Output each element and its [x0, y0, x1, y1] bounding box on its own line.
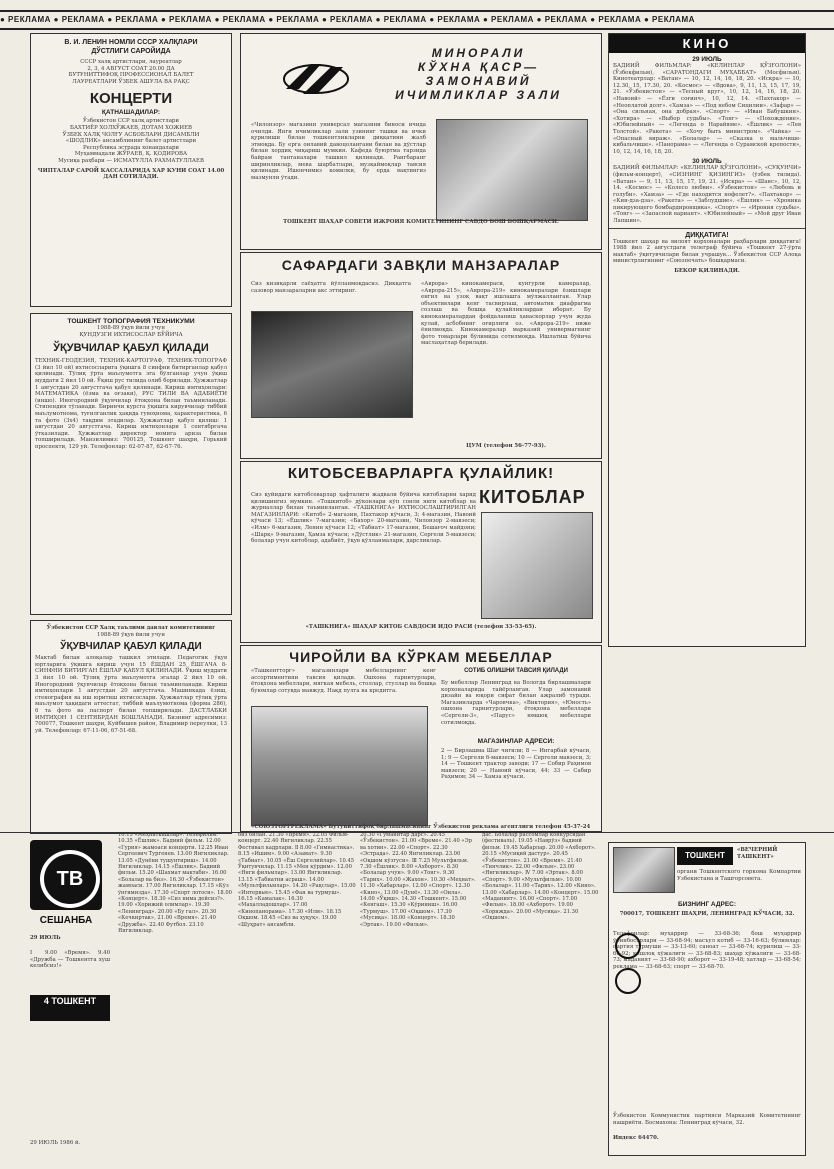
- concert-title: КОНЦЕРТИ: [89, 90, 173, 108]
- phone-icon-2: [615, 968, 641, 994]
- kino-header: КИНО: [609, 34, 805, 53]
- kino-date-1: 29 ИЮЛЬ: [692, 56, 722, 63]
- concert-header-1: В. И. ЛЕНИН НОМЛИ СССР ХАЛҚЛАРИ: [64, 39, 198, 46]
- address-label: БИЗНИНГ АДРЕС:: [677, 901, 737, 908]
- tv-program-col-3: 20.30 «Гуманитар дарс». 20.45 «Ўзбекистон». 21.00 «Време». 21.40 «Эр ва хотин». 22.00 «Спорт». 22.30 «Эстрада». 22.40 Янгиликлар. 23.00 «Оқшом кўзгуси». Ⅲ 7.25 Мультфильм. 7.30 «Ёшлик». 8.00 «Ахборот». 8.30 «Болалар учун». 9.00 «Тонг». 9.30 «Тарих». 10.00 «Жахон». 10.30 «Меҳнат». 11.30 «Хабарлар». 12.00 «Спорт». 12.30 «Кино». 13.00 «Дунё». 13.30 «Оила». 14.00 «Ўқиш». 14.30 «Тошкент». 15.00 «Кенгаш». 15.30 «Кўриниш». 16.00 «Турмуш». 17.00 «Оқшом». 17.30 «Мусиқа». 18.00 «Концерт». 18.30 «Эртак». 19.00 «Фильм».: [360, 832, 476, 928]
- minoral-sign: ТОШКЕНТ ШАҲАР СОВЕТИ ИЖРОИЯ КОМИТЕТИНИНГ САВДО БОШ БОШҚАРМАСИ.: [283, 219, 559, 225]
- kino-notice-title: ДИҚҚАТИГА!: [685, 231, 729, 239]
- masthead-tagline: «ВЕЧЕРНИЙ ТАШКЕНТ»: [737, 847, 778, 860]
- minoral-title-3: ЗАМОНАВИЙ: [425, 74, 532, 88]
- books-ad: КИТОБСЕВАРЛАРГА ҚУЛАЙЛИК! КИТОБЛАР Сиз қуйидаги китобсеварлар ҳафталиги жадвали бўйича китобларни харид қилишингиз мумкин. «Тошкитоб» дўконлари кўп сонли янги китоблар ва журналлар билан таъминланган. «ТАШКНИГА» ИХТИСОСЛАШТИРИЛГАН МАГАЗИНЛАРИ: «Китоб» 2-магазин, Пахтакор кўчаси, 3; 4-магазин, Навоий кўчаси 13; «Ёшлик» 7-магазин; «Бахор» 20-магазин, Чилонзор 2-мавзеси; «Илм» 6-магазин, Ленин кўчаси 12; «Табиат» 17-магазин, Бешағоч майдони; «Шарқ» 9-магазин, Ҳамза кўчаси; «Дўстлик» 21-магазин, Сергели 5-мавзеси; болалар учун китоблар, адабиёт, ўқув қўлланмалари, дарсликлар. «ТАШКНИГА» ШАҲАР КИТОБ САВДОСИ ИДО РАСИ (телефон 33-53-65).: [240, 461, 602, 643]
- camera-footer: ЦУМ (телефон 56-77-93).: [466, 443, 546, 449]
- camera-ad: САФАРДАГИ ЗАВҚЛИ МАНЗАРАЛАР Сиз кизиқарли саёҳатга йўлланмоқдасиз. Дикқатга сазовор манзараларни акс эттиринг. «Аврора» кинокамераси, кунгурли камералар, «Аврора-215», «Аврора-219» кинокамералари ёзишлари енгил ва узоқ вақт ишлашга мўлжалланган. Улар объективлари кенг тасвирлаш, автоматик диафрагма созлаш ва бошқа қулайликлардан иборат. Бу кинокамералардан фойдаланиш ҳаваскорлар учун жуда қулай, асбобнинг оғирлиги оз. «Аврора-219» ниже ёнилмоқда. Кинокамералар марказий универмагнинг фото товарлари бўлимида сотилмоқда. Ишлатиш бўйича маслаҳатлар берилади. ЦУМ (телефон 56-77-93).: [240, 252, 602, 459]
- tv-footer-date: 29 ИЮЛЬ 1986 й.: [30, 1140, 81, 1146]
- divider: [0, 832, 834, 833]
- tv-program-col-1: 10.15 «Меҳнаткашлар». Телефильм. 10.35 «Ёшлик». Бадиий фильм. 12.00 «Гурия» жамоаси концерти. 12.25 Иван Сергеевич Тургенев. 13.00 Янгиликлар. 13.05 «Дунёни тушунтириш». 14.00 Янгиликлар. 14.15 «Ёшлик». Бадиий фильм. 15.20 «Шахмат мактаби». 16.00 «Болалар ва биз». 16.30 «Ўзбекистон» жамоаси. 17.00 Янгиликлар. 17.15 «Кўз ўнгимизда». 17.30 «Спорт лотоси». 18.00 «Концерт». 18.30 «Сиз нима дейсиз?». 19.00 «Хорижий олимлар». 19.30 «Ленинград». 20.00 «Бу гал». 20.30 «Кечкиртак», 21.00 «Время». 21.40 «Дружба». 22.40 Футбол. 23.10 Янгиликлар.: [118, 832, 232, 935]
- concert-footer: ЧИПТАЛАР САРОЙ КАССАЛАРИДА ХАР КУНИ СОАТ 14.00 ДАН СОТИЛАДИ.: [37, 167, 225, 181]
- books-title: КИТОБСЕВАРЛАРГА ҚУЛАЙЛИК!: [287, 465, 555, 482]
- index-text: Индекс 64470.: [613, 1135, 659, 1141]
- kino-notice-text: БЕКОР ҚИЛИНАДИ.: [674, 268, 740, 275]
- phone-icon: [615, 933, 641, 959]
- minoral-title-4: ИЧИМЛИКЛАР ЗАЛИ: [395, 88, 562, 102]
- tv-program-col-4: дас. Болалар рассомлар конкурсидан (фестиваль). 19.05 «Наврўз» бадиий фильм. 19.45 Хабарлар. 20.00 «Ахборот». 20.15 «Мусиқий дастур». 20.45 «Ўзбекистон». 21.00 «Время». 21.40 «Тинчлик». 22.00 «Фильм». 23.00 «Янгиликлар». Ⅳ 7.00 «Эртак». 8.00 «Спорт». 9.00 «Мультфильм». 10.00 «Болалар». 11.00 «Тарих». 12.00 «Кино». 13.00 «Хабарлар». 14.00 «Концерт». 15.00 «Маданият». 16.00 «Спорт». 17.00 «Фильм». 18.00 «Ахборот». 19.00 «Хорижда». 20.00 «Мусиқа». 21.30 «Оқшом».: [482, 832, 599, 922]
- furniture-subtitle: СОТИБ ОЛИШНИ ТАВСИЯ ҚИЛАДИ: [464, 668, 568, 674]
- furniture-agency: Бутуниттифоқ бирлашмасининг Ўзбекистон реклама агентлиги телефон 45-37-24: [328, 824, 591, 830]
- minoral-ad: МИНОРАЛИ КЎХНА ҚАСР— ЗАМОНАВИЙ ИЧИМЛИКЛАР ЗАЛИ «Чилонзор» магазини универсал магазини биноси ичида очилди. Янги ичимликлар зали узининг ташқи ва ички қурилиши билан тошкентликларни диққатини жалб этмоқда. Бу ерга оилавий давоцолангани билан ва дўстлар билан хордиқ чиқариш мумкин. Кафеда буюртма тарзида байрам тантаналари ташкил қилинади. Рангбаранг ширинликлар, мева шарбатлари, музқаймоқлар тавсия қилинади. Ишончимиз комилки, бу ерда вақтингиз мазмунли ўтади. ТОШКЕНТ ШАҲАР СОВЕТИ ИЖРОИЯ КОМИТЕТИНИНГ САВДО БОШ БОШҚАРМАСИ.: [240, 33, 602, 250]
- kino-date-2: 30 ИЮЛЬ: [692, 158, 722, 166]
- ticker-strip: [0, 10, 834, 30]
- masthead-brand: ТОШКЕНТ: [677, 847, 733, 865]
- tv-logo-icon: ТВ: [40, 850, 100, 908]
- furniture-addresses-title: МАГАЗИНЛАР АДРЕСИ:: [477, 738, 555, 745]
- school-header: Ўзбекистон ССР Халқ таълими давлат комитетининг: [46, 625, 216, 631]
- topography-ad: ТОШКЕНТ ТОПОГРАФИЯ ТЕХНИКУМИ 1988-89 ўқув йили учун ҚУНДУЗГИ ИХТИСОСЛАР БЎЙИЧА ЎҚУВЧИЛАР ҚАБУЛ ҚИЛАДИ ТЕХНИК-ГЕОДЕЗИЯ, ТЕХНИК-КАРТОГРАФ, ТЕХНИК-ТОПОГРАФ (3 йил 10 ой) ихтисосларига ўқишга 8 синфни битирганлар қабул қилинади. Тўлиқ ўрта маълумотга эга бўлганлар учун ўқиш муддати 2 йил 10 ой. Ўқиш рус тилида олиб борилади. Ҳужжатлар 1 августдан 20 августгача қабул қилинади. Кириш имтиҳонлари: МАТЕМАТИКА (ёзма ва оғзаки), РУС ТИЛИ ВА АДАБИЁТИ (иншо). Иногородний ўқувчилар ётоқхона билан таъминланади. Стипендия тўланади. Биринчи курсга ўқишга кирувчилар тиббий маълумотнома, туғилганлик ҳақида гувоҳнома, характеристика, 6 та фото (3x4) тақдим этадилар. Ҳужжатлар қабул қилиш: 1 августдан 20 августгача. Кириш имтиҳонлари 1 сентябргача ўтказилади. Ҳужжатлар директор номига ариза билан топширилади. Манзилимиз: 700125, Тошкент шаҳри, Горький проспекти, 129 уй. Телефонлар: 62-07-87, 62-67-76.: [30, 313, 232, 615]
- masthead-box: ТОШКЕНТ «ВЕЧЕРНИЙ ТАШКЕНТ» органи Тошкентского горкома Компартии Узбекистана и Ташгорсовета. БИЗНИНГ АДРЕС: 700017, ТОШКЕНТ ШАҲРИ, ЛЕНИНГРАД КЎЧАСИ, 32. Телефонлар: муҳаррир — 33-68-36; бош муҳаррир ўринбосарлари — 33-68-94; масъул котиб — 33-16-63; бўлимлар: партия турмуши — 33-13-60; саноат — 33-68-74; қурилиш — 33-68-92; қишлоқ хўжалиги — 33-68-83; шаҳар хўжалиги — 33-68-73; маданият — 33-68-90; ахборот — 33-19-48; хатлар — 33-68-54; реклама — 33-68-63; спорт — 33-68-70. Ўзбекистон Коммунистик партияси Марказий Комитетининг нашриёти. Босмахона: Ленинград кўчаси, 32. Индекс 64470.: [608, 842, 806, 1156]
- books-big-word: КИТОБЛАР: [479, 487, 586, 507]
- furniture-title: ЧИРОЙЛИ ВА КЎРКАМ МЕБЕЛЛАР: [289, 649, 553, 665]
- tv-date: 29 ИЮЛЬ: [30, 935, 61, 941]
- address-text: 700017, ТОШКЕНТ ШАҲРИ, ЛЕНИНГРАД КЎЧАСИ, 32.: [619, 911, 795, 917]
- tv-program-col-2: биз билан. 21.30 «Время». 22.05 Фильм-концерт. 22.40 Янгиликлар. 22.55 Фестивал кадрлари. Ⅱ 8.00 «Гимнастика». 8.15 «Ишим». 9.00 «Азамат». 9.30 «Табиат». 10.05 «Ёш Сергелийлар». 10.45 Ўқитувчилар. 11.15 «Мен кўрдим». 12.00 «Янги фильмлар». 13.00 Янгиликлар. 13.15 «Табиатни асраш». 14.00 «Мультфильмлар». 14.20 «Рақслар». 15.00 «Интервью». 15.45 «Фан ва турмуш». 16.15 «Камалак». 16.30 «Маҳалладошлар». 17.00 «Кинопанорама». 17.30 «Илм». 18.15 Оқшом. 18.45 «Сиз ва ҳуқуқ». 19.00 «Шуҳрат» ансамбли.: [238, 832, 356, 928]
- topo-title: ЎҚУВЧИЛАР ҚАБУЛ ҚИЛАДИ: [53, 342, 209, 355]
- children-photo: [436, 119, 588, 221]
- minoral-title-1: МИНОРАЛИ: [431, 46, 526, 60]
- minoral-title-2: КЎХНА ҚАСР—: [417, 60, 540, 74]
- tv-day: СЕШАНБА: [39, 915, 93, 926]
- concert-header-2: ДЎСТЛИГИ САРОЙИДА: [91, 48, 171, 55]
- furniture-brand: «СОЮЗТОРГРЕКЛАМА»: [251, 824, 327, 830]
- newspaper-page: ● РЕКЛАМА ● РЕКЛАМА ● РЕКЛАМА ● РЕКЛАМА ● РЕКЛАМА ● РЕКЛАМА ● РЕКЛАМА ● РЕКЛАМА ● РЕКЛАМА ● РЕКЛАМА ● РЕКЛАМА ● РЕКЛАМА ● РЕКЛАМА В. И. ЛЕНИН НОМЛИ СССР ХАЛҚЛАРИ ДЎСТЛИГИ САРОЙИДА СССР халқ артистлари, лауреатлар 2, 3, 4 АВГУСТ СОАТ 20.00 ДА БУТУНИТТИФОҚ ПРОФЕССИОНАЛ БАЛЕТ ЛАУРЕАТЛАРИ ЎЗБЕК АШУЛА ВА РАҚС КОНЦЕРТИ ҚАТНАШАДИЛАР: Ўзбекистон ССР халқ артистлари БАХТИЁР ХОЛХЎЖАЕВ, ДОТАМ ХОЖИЕВ ЎЗБЕК ХАЛҚ ЧОЛҒУ АСБОБЛАРИ ДИСАМБЛИ «ШОДЛИК» ансамблининг балет артистлари Республика эстрада хонандалари Муҳаммадали ЖЎРАЕВ, Қ. ҚОДИРОВА Мусиқа раҳбари — ИСМАТУЛЛА РАХМАТУЛЛАЕВ ЧИПТАЛАР САРОЙ КАССАЛАРИДА ХАР КУНИ СОАТ 14.00 ДАН СОТИЛАДИ. ТОШКЕНТ ТОПОГРАФИЯ ТЕХНИКУМИ 1988-89 ўқув йили учун ҚУНДУЗГИ ИХТИСОСЛАР БЎЙИЧА ЎҚУВЧИЛАР ҚАБУЛ ҚИЛАДИ ТЕХНИК-ГЕОДЕЗИЯ, ТЕХНИК-КАРТОГРАФ, ТЕХНИК-ТОПОГРАФ (3 йил 10 ой) ихтисосларига ўқишга 8 синфни битирганлар қабул қилинади. Тўлиқ ўрта маълумотга эга бўлганлар учун ўқиш муддати 2 йил 10 ой. Ўқиш рус тилида олиб борилади. Ҳужжатлар 1 августдан 20 августгача қабул қилинади. Кириш имтиҳонлари: МАТЕМАТИКА (ёзма ва оғзаки), РУС ТИЛИ ВА АДАБИЁТИ (иншо). Иногородний ўқувчилар ётоқхона билан таъминланади. Стипендия тўланади. Биринчи курсга ўқишга кирувчилар тиббий маълумотнома, туғилганлик ҳақида гувоҳнома, характеристика, 6 та фото (3x4) тақдим этадилар. Ҳужжатлар қабул қилиш: 1 августдан 20 августгача. Кириш имтиҳонлари 1 сентябргача ўтказилади. Ҳужжатлар директор номига ариза билан топширилади. Манзилимиз: 700125, Тошкент шаҳри, Горький проспекти, 129 уй. Телефонлар: 62-07-87, 62-67-76. Ўзбекистон ССР Халқ таълими давлат комитетининг 1988-89 ўқув йили учун ЎҚУВЧИЛАР ҚАБУЛ ҚИЛАДИ Мактаб билан алоқалар ташкил этилади. Педагогик ўқув юртларига ўқишга кириш учун 15 ЁШДАН 25 ЁШГАЧА 8-СИНФНИ БИТИРГАН ЁШЛАР ҚАБУЛ ҚИЛИНАДИ. Ўқиш муддати 3 йил 10 ой. Тўлиқ ўрта маълумотга эгалар 2 йил 10 ой. Иногородний ўқувчилар ётоқхона билан таъминланади. Кириш имтиҳонлари 1 августдан 20 августгача. Машинкада ёзиш, стенография ва иш юритиш ихтисослари. Ҳужжатлар тўлиқ ўрта маълумот ҳақидаги аттестат, тиббий маълумотнома (форма 286), 6 та фото ва паспорт билан топширилади. ДАСТЛАБКИ ИМТИҲОН 1 СЕНТЯБРДАН БОШЛАНАДИ. Бизнинг адресимиз: 700077, Тошкент шаҳри, Куйбишев район, Владимир переулки, 13 уй. Телефонлар: 67-11-06, 67-51-68. МИНОРАЛИ КЎХНА ҚАСР— ЗАМОНАВИЙ ИЧИМЛИКЛАР ЗАЛИ «Чилонзор» магазини универсал магазини биноси ичида очилди. Янги ичимликлар зали узининг ташқи ва ички қурилиши билан тошкентликларни диққатини жалб этмоқда. Бу ерга оилавий давоцолангани билан ва дўстлар билан хордиқ чиқариш мумкин. Кафеда буюртма тарзида байрам тантаналари ташкил қилинади. Рангбаранг ширинликлар, мева шарбатлари, музқаймоқлар тавсия қилинади. Ишончимиз комилки, бу ерда вақтингиз мазмунли ўтади. ТОШКЕНТ ШАҲАР СОВЕТИ ИЖРОИЯ КОМИТЕТИНИНГ САВДО БОШ БОШҚАРМАСИ. САФАРДАГИ ЗАВҚЛИ МАНЗАРАЛАР Сиз кизиқарли саёҳатга йўлланмоқдасиз. Дикқатга сазовор манзараларни акс эттиринг. «Аврора» кинокамераси, кунгурли камералар, «Аврора-215», «Аврора-219» кинокамералари ёзишлари енгил ва узоқ вақт ишлашга мўлжалланган. Улар объективлари кенг тасвирлаш, автоматик диафрагма созлаш ва бошқа қулайликлардан иборат. Бу кинокамералардан фойдаланиш ҳаваскорлар учун жуда қулай, асбобнинг оғирлиги оз. «Аврора-219» ниже ёнилмоқда. Кинокамералар марказий универмагнинг фото товарлари бўлимида сотилмоқда. Ишлатиш бўйича маслаҳатлар берилади. ЦУМ (телефон 56-77-93). КИТОБСЕВАРЛАРГА ҚУЛАЙЛИК! КИТОБЛАР Сиз қуйидаги китобсеварлар ҳафталиги жадвали бўйича китобларни харид қилишингиз мумкин. «Тошкитоб» дўконлари кўп сонли янги китоблар ва журналлар билан таъминланган. «ТАШКНИГА» ИХТИСОСЛАШТИРИЛГАН МАГАЗИНЛАРИ: «Китоб» 2-магазин, Пахтакор кўчаси, 3; 4-магазин, Навоий кўчаси 13; «Ёшлик» 7-магазин; «Бахор» 20-магазин, Чилонзор 2-мавзеси; «Илм» 6-магазин, Ленин кўчаси 12; «Табиат» 17-магазин, Бешағоч майдони; «Шарқ» 9-магазин, Ҳамза кўчаси; «Дўстлик» 21-магазин, Сергели 5-мавзеси; болалар учун китоблар, адабиёт, ўқув қўлланмалари, дарсликлар. «ТАШКНИГА» ШАҲАР КИТОБ САВДОСИ ИДО РАСИ (телефон 33-53-65). ЧИРОЙЛИ ВА КЎРКАМ МЕБЕЛЛАР СОТИБ ОЛИШНИ ТАВСИЯ ҚИЛАДИ «Ташкентторг» магазинлари мебелларнинг кенг ассортиментини тавсия қилади. Ошхона гарнитурлари, ётоқхона мебеллари, мягкая мебель, столлар, стуллар ва бошқа буюмлар сотувда мавжуд. Нақд пулга ва кредитга. Бу мебеллар Ленинград ва Вологда бирлашмалари корхоналарида тайёрланган. Улар замонавий дизайн ва юқори сифат билан ажралиб туради. Магазинларда «Чаровчка», «Виктория», «Юность» ошхона гарнитурлари, ётоқхона мебеллари «Сергели-3», «Парус» юмшоқ мебеллари сотилмоқда. МАГАЗИНЛАР АДРЕСИ: 2 — Бирлашма Шаг чигили; 8 — Ингарбай кўчаси, 1; 9 — Сергели 6-мавзеси; 10 — Сергели мавзеси, 3; 14 — Тошкент трактор заводи; 17 — Собир Раҳимов мавзеси; 20 — Навоий кўчаси, 44; 33 — Сабир Раҳимов; 34 — Хамза кўчаси. «СОЮЗТОРГРЕКЛАМА» Бутуниттифоқ бирлашмасининг Ўзбекистон реклама агентлиги телефон 45-37-24 КИНО 29 ИЮЛЬ БАДИИЙ ФИЛЬМЛАР: «КЕЛИНЛАР ҚЎЗҒОЛОНИ» (Ўзбекфильм), «САРАТОНДАГИ МУҲАББАТ» (Мосфильм). Кинотеатрлар: «Ватан» — 10, 12, 14, 16, 18, 20. «Искра» — 10, 12.30, 15, 17.30, 20. «Космос» — «Вдова», 9, 11, 13, 15, 17, 19, 21. «Ўзбекистон» — «Тесный круг», 10, 12, 14, 16, 18, 20. «Навоий» — «Ёзги соғинч», 10, 12, 14. «Пахтакор» — «Неоплатой долг». «Хамза» — «Под небом Сицилии». «Зафар» — «Она сильная, она добрая». «Спорт» — «Иван Бабушкин». «Хотира» — «Выбор судьбы». «Тонг» — «Похождение». «Юбилейный» — «Легенда о Нарайяме». «Ёшлик» — «Лев Толстой». «Ракета» — «Хочу быть министром». «Чайка» — «Опасный вираж». «Болалар» — «Сказка о мальчише-кибальчише». «Панорама» — «Легенда о Сурамской крепости», 10, 12, 14, 16, 18, 20. 30 ИЮЛЬ БАДИИЙ ФИЛЬМЛАР: «КЕЛИНЛАР ҚЎЗҒОЛОНИ», «СУҚУНЧИ» (фильм-концерт), «СИЗНИНГ ҚИЗИНГИЗ» (ўзбек тилида). «Ватан» — 9, 11, 13, 15, 17, 19, 21. «Искра» — «Шанс», 10, 12, 14. «Космос» — «Колесо любви». «Ўзбекистон» — «Любовь и голуби». «Хамза» — «Где находится нофелет?». «Пахтакор» — «Кин-дза-дза». «Ракета» — «Заблудшие». «Ёшлик» — «Хроника пикирующего бомбардировщика». «Спорт» — «Ирония судьбы». «Тонг» — «Запасной вариант». «Юбилейный» — «Мой друг Иван Лапшин». ДИҚҚАТИГА! Тошкент шаҳар ва вилоят корхоналари раҳбарлари диққатига! 1988 йил 2 августдаги телеграф бўйича «Тошкент 27-ўрта мактаб» ўқитувчилари билан учрашув... Ўзбекистон ССР Алоқа министрлигининг «Союзпечать» бошқармаси. БЕКОР ҚИЛИНАДИ. ТВ СЕШАНБА 29 ИЮЛЬ Ⅰ 9.00 «Время». 9.40 «Дружба — Тошкентга хуш келибсиз!» 4 ТОШКЕНТ 29 ИЮЛЬ 1986 й. 10.15 «Меҳнаткашлар». Телефильм. 10.35 «Ёшлик». Бадиий фильм. 12.00 «Гурия» жамоаси концерти. 12.25 Иван Сергеевич Тургенев. 13.00 Янгиликлар. 13.05 «Дунёни тушунтириш». 14.00 Янгиликлар. 14.15 «Ёшлик». Бадиий фильм. 15.20 «Шахмат мактаби». 16.00 «Болалар ва биз». 16.30 «Ўзбекистон» жамоаси. 17.00 Янгиликлар. 17.15 «Кўз ўнгимизда». 17.30 «Спорт лотоси». 18.00 «Концерт». 18.30 «Сиз нима дейсиз?». 19.00 «Хорижий олимлар». 19.30 «Ленинград». 20.00 «Бу гал». 20.30 «Кечкиртак», 21.00 «Время». 21.40 «Дружба». 22.40 Футбол. 23.10 Янгиликлар. биз билан. 21.30 «Время». 22.05 Фильм-концерт. 22.40 Янгиликлар. 22.55 Фестивал кадрлари. Ⅱ 8.00 «Гимнастика». 8.15 «Ишим». 9.00 «Азамат». 9.30 «Табиат». 10.05 «Ёш Сергелийлар». 10.45 Ўқитувчилар. 11.15 «Мен кўрдим». 12.00 «Янги фильмлар». 13.00 Янгиликлар. 13.15 «Табиатни асраш». 14.00 «Мультфильмлар». 14.20 «Рақслар». 15.00 «Интервью». 15.45 «Фан ва турмуш». 16.15 «Камалак». 16.30 «Маҳалладошлар». 17.00 «Кинопанорама». 17.30 «Илм». 18.15 Оқшом. 18.45 «Сиз ва ҳуқуқ». 19.00 «Шуҳрат» ансамбли. 20.30 «Гуманитар дарс». 20.45 «Ўзбекистон». 21.00 «Време». 21.40 «Эр ва хотин». 22.00 «Спорт». 22.30 «Эстрада». 22.40 Янгиликлар. 23.00 «Оқшом кўзгуси». Ⅲ 7.25 Мультфильм. 7.30 «Ёшлик». 8.00 «Ахборот». 8.30 «Болалар учун». 9.00 «Тонг». 9.30 «Тарих». 10.00 «Жахон». 10.30 «Меҳнат». 11.30 «Хабарлар». 12.00 «Спорт». 12.30 «Кино». 13.00 «Дунё». 13.30 «Оила». 14.00 «Ўқиш». 14.30 «Тошкент». 15.00 «Кенгаш». 15.30 «Кўриниш». 16.00 «Турмуш». 17.00 «Оқшом». 17.30 «Мусиқа». 18.00 «Концерт». 18.30 «Эртак». 19.00 «Фильм». дас. Болалар рассомлар конкурсидан (фестиваль). 19.05 «Наврўз» бадиий фильм. 19.45 Хабарлар. 20.00 «Ахборот». 20.15 «Мусиқий дастур». 20.45 «Ўзбекистон». 21.00 «Время». 21.40 «Тинчлик». 22.00 «Фильм». 23.00 «Янгиликлар». Ⅳ 7.00 «Эртак». 8.00 «Спорт». 9.00 «Мультфильм». 10.00 «Болалар». 11.00 «Тарих». 12.00 «Кино». 13.00 «Хабарлар». 14.00 «Концерт». 15.00 «Маданият». 16.00 «Спорт». 17.00 «Фильм». 18.00 «Ахборот». 19.00 «Хорижда». 20.00 «Мусиқа». 21.30 «Оқшом». ТОШКЕНТ «ВЕЧЕРНИЙ ТАШКЕНТ» органи Тошкентского горкома Компартии Узбекистана и Ташгорсовета. БИЗНИНГ АДРЕС: 700017, ТОШКЕНТ ШАҲРИ, ЛЕНИНГРАД КЎЧАСИ, 32. Телефонлар: муҳаррир — 33-68-36; бош муҳаррир ўринбосарлари — 33-68-94; масъул котиб — 33-16-63; бўлимлар: партия турмуши — 33-13-60; саноат — 33-68-74; қурилиш — 33-68-92; қишлоқ хўжалиги — 33-68-83; шаҳар хўжалиги — 33-68-73; маданият — 33-68-90; ахборот — 33-19-48; хатлар — 33-68-54; реклама — 33-68-63; спорт — 33-68-70. Ўзбекистон Коммунистик партияси Марказий Комитетининг нашриёти. Босмахона: Ленинград кўчаси, 32. Индекс 64470.: [0, 0, 834, 1169]
- concert-ad: В. И. ЛЕНИН НОМЛИ СССР ХАЛҚЛАРИ ДЎСТЛИГИ САРОЙИДА СССР халқ артистлари, лауреатлар 2, 3, 4 АВГУСТ СОАТ 20.00 ДА БУТУНИТТИФОҚ ПРОФЕССИОНАЛ БАЛЕТ ЛАУРЕАТЛАРИ ЎЗБЕК АШУЛА ВА РАҚС КОНЦЕРТИ ҚАТНАШАДИЛАР: Ўзбекистон ССР халқ артистлари БАХТИЁР ХОЛХЎЖАЕВ, ДОТАМ ХОЖИЕВ ЎЗБЕК ХАЛҚ ЧОЛҒУ АСБОБЛАРИ ДИСАМБЛИ «ШОДЛИК» ансамблининг балет артистлари Республика эстрада хонандалари Муҳаммадали ЖЎРАЕВ, Қ. ҚОДИРОВА Мусиқа раҳбари — ИСМАТУЛЛА РАХМАТУЛЛАЕВ ЧИПТАЛАР САРОЙ КАССАЛАРИДА ХАР КУНИ СОАТ 14.00 ДАН СОТИЛАДИ.: [30, 33, 232, 307]
- camera-photo: [251, 311, 413, 418]
- topo-header: ТОШКЕНТ ТОПОГРАФИЯ ТЕХНИКУМИ: [67, 318, 195, 325]
- furniture-ad: ЧИРОЙЛИ ВА КЎРКАМ МЕБЕЛЛАР СОТИБ ОЛИШНИ ТАВСИЯ ҚИЛАДИ «Ташкентторг» магазинлари мебелларнинг кенг ассортиментини тавсия қилади. Ошхона гарнитурлари, ётоқхона мебеллари, мягкая мебель, столлар, стуллар ва бошқа буюмлар сотувда мавжуд. Нақд пулга ва кредитга. Бу мебеллар Ленинград ва Вологда бирлашмалари корхоналарида тайёрланган. Улар замонавий дизайн ва юқори сифат билан ажралиб туради. Магазинларда «Чаровчка», «Виктория», «Юность» ошхона гарнитурлари, ётоқхона мебеллари «Сергели-3», «Парус» юмшоқ мебеллари сотилмоқда. МАГАЗИНЛАР АДРЕСИ: 2 — Бирлашма Шаг чигили; 8 — Ингарбай кўчаси, 1; 9 — Сергели 6-мавзеси; 10 — Сергели мавзеси, 3; 14 — Тошкент трактор заводи; 17 — Собир Раҳимов мавзеси; 20 — Навоий кўчаси, 44; 33 — Сабир Раҳимов; 34 — Хамза кўчаси. «СОЮЗТОРГРЕКЛАМА» Бутуниттифоқ бирлашмасининг Ўзбекистон реклама агентлиги телефон 45-37-24: [240, 645, 602, 832]
- school-title: ЎҚУВЧИЛАР ҚАБУЛ ҚИЛАДИ: [60, 641, 202, 653]
- tv-channel-4: 4 ТОШКЕНТ: [30, 995, 110, 1021]
- kids-reading-illustration: [481, 512, 593, 619]
- kino-column: КИНО 29 ИЮЛЬ БАДИИЙ ФИЛЬМЛАР: «КЕЛИНЛАР ҚЎЗҒОЛОНИ» (Ўзбекфильм), «САРАТОНДАГИ МУҲАББАТ» (Мосфильм). Кинотеатрлар: «Ватан» — 10, 12, 14, 16, 18, 20. «Искра» — 10, 12.30, 15, 17.30, 20. «Космос» — «Вдова», 9, 11, 13, 15, 17, 19, 21. «Ўзбекистон» — «Тесный круг», 10, 12, 14, 16, 18, 20. «Навоий» — «Ёзги соғинч», 10, 12, 14. «Пахтакор» — «Неоплатой долг». «Хамза» — «Под небом Сицилии». «Зафар» — «Она сильная, она добрая». «Спорт» — «Иван Бабушкин». «Хотира» — «Выбор судьбы». «Тонг» — «Похождение». «Юбилейный» — «Легенда о Нарайяме». «Ёшлик» — «Лев Толстой». «Ракета» — «Хочу быть министром». «Чайка» — «Опасный вираж». «Болалар» — «Сказка о мальчише-кибальчише». «Панорама» — «Легенда о Сурамской крепости», 10, 12, 14, 16, 18, 20. 30 ИЮЛЬ БАДИИЙ ФИЛЬМЛАР: «КЕЛИНЛАР ҚЎЗҒОЛОНИ», «СУҚУНЧИ» (фильм-концерт), «СИЗНИНГ ҚИЗИНГИЗ» (ўзбек тилида). «Ватан» — 9, 11, 13, 15, 17, 19, 21. «Искра» — «Шанс», 10, 12, 14. «Космос» — «Колесо любви». «Ўзбекистон» — «Любовь и голуби». «Хамза» — «Где находится нофелет?». «Пахтакор» — «Кин-дза-дза». «Ракета» — «Заблудшие». «Ёшлик» — «Хроника пикирующего бомбардировщика». «Спорт» — «Ирония судьбы». «Тонг» — «Запасной вариант». «Юбилейный» — «Мой друг Иван Лапшин». ДИҚҚАТИГА! Тошкент шаҳар ва вилоят корхоналари раҳбарлари диққатига! 1988 йил 2 августдаги телеграф бўйича «Тошкент 27-ўрта мактаб» ўқитувчилари билан учрашув... Ўзбекистон ССР Алоқа министрлигининг «Союзпечать» бошқармаси. БЕКОР ҚИЛИНАДИ.: [608, 33, 806, 647]
- school-ad: Ўзбекистон ССР Халқ таълими давлат комитетининг 1988-89 ўқув йили учун ЎҚУВЧИЛАР ҚАБУЛ ҚИЛАДИ Мактаб билан алоқалар ташкил этилади. Педагогик ўқув юртларига ўқишга кириш учун 15 ЁШДАН 25 ЁШГАЧА 8-СИНФНИ БИТИРГАН ЁШЛАР ҚАБУЛ ҚИЛИНАДИ. Ўқиш муддати 3 йил 10 ой. Тўлиқ ўрта маълумотга эгалар 2 йил 10 ой. Иногородний ўқувчилар ётоқхона билан таъминланади. Кириш имтиҳонлари 1 августдан 20 августгача. Машинкада ёзиш, стенография ва иш юритиш ихтисослари. Ҳужжатлар тўлиқ ўрта маълумот ҳақидаги аттестат, тиббий маълумотнома (форма 286), 6 та фото ва паспорт билан топширилади. ДАСТЛАБКИ ИМТИҲОН 1 СЕНТЯБРДАН БОШЛАНАДИ. Бизнинг адресимиз: 700077, Тошкент шаҳри, Куйбишев район, Владимир переулки, 13 уй. Телефонлар: 67-11-06, 67-51-68.: [30, 620, 232, 834]
- minoral-logo-icon: [281, 59, 351, 99]
- books-footer: «ТАШКНИГА» ШАҲАР КИТОБ САВДОСИ ИДО РАСИ (телефон 33-53-65).: [305, 624, 537, 630]
- kitchen-photo: [251, 706, 428, 826]
- concert-subtitle: ҚАТНАШАДИЛАР:: [101, 109, 161, 117]
- city-photo: [613, 847, 675, 893]
- camera-title: САФАРДАГИ ЗАВҚЛИ МАНЗАРАЛАР: [281, 257, 561, 273]
- ticker-text: ● РЕКЛАМА ● РЕКЛАМА ● РЕКЛАМА ● РЕКЛАМА ● РЕКЛАМА ● РЕКЛАМА ● РЕКЛАМА ● РЕКЛАМА ● РЕКЛАМА ● РЕКЛАМА ● РЕКЛАМА ● РЕКЛАМА ● РЕКЛАМА: [0, 15, 695, 24]
